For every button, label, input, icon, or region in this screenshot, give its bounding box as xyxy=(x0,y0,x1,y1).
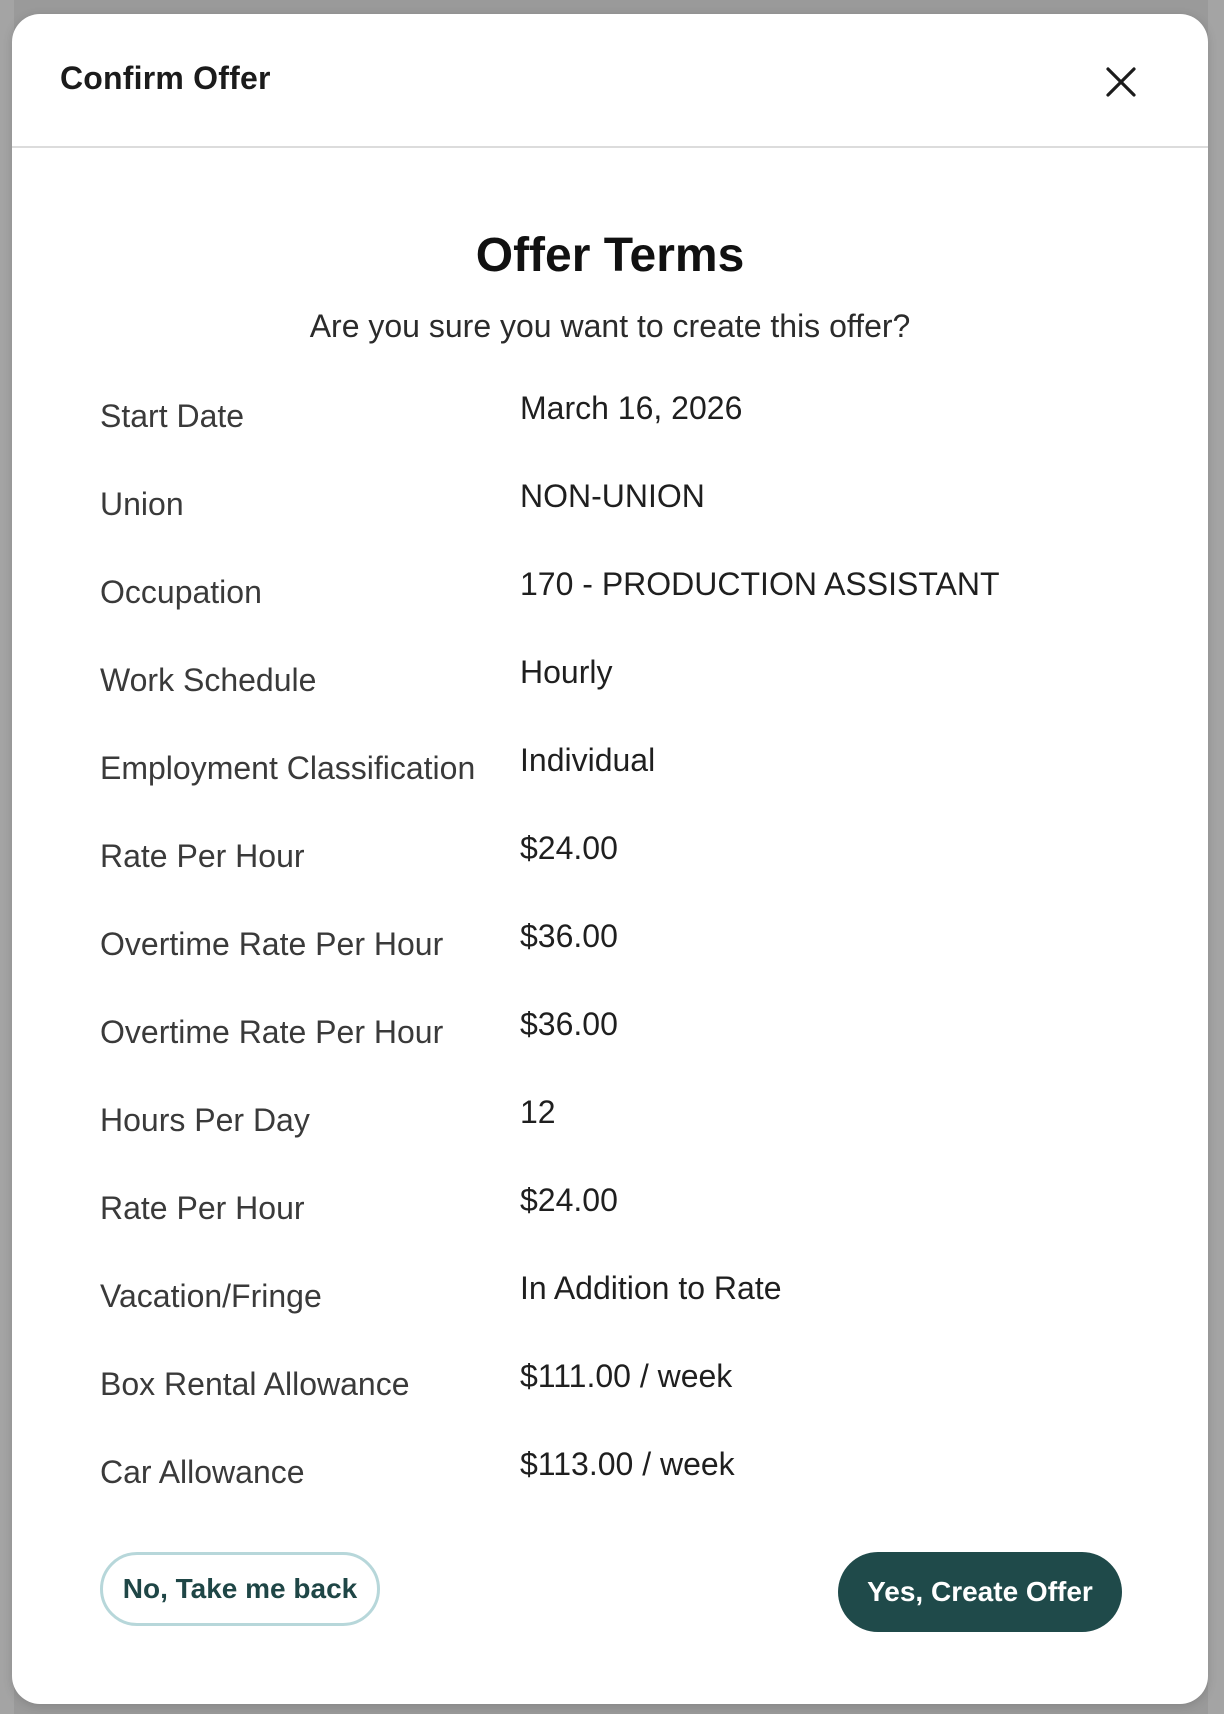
term-row-overtime-rate-2 xyxy=(100,1006,1120,1094)
term-value: In Addition to Rate xyxy=(520,1270,782,1306)
term-row-employment-classification xyxy=(100,742,1120,830)
term-row-box-rental-allowance xyxy=(100,1358,1120,1446)
term-value: Hourly xyxy=(520,654,613,690)
close-icon xyxy=(1098,59,1144,105)
term-label: Rate Per Hour xyxy=(100,838,305,874)
term-value: $24.00 xyxy=(520,1182,618,1218)
offer-terms-title: Offer Terms xyxy=(475,229,745,282)
term-label: Hours Per Day xyxy=(100,1102,310,1138)
term-value: Individual xyxy=(520,742,656,778)
term-row-start-date xyxy=(100,390,1120,478)
term-label: Overtime Rate Per Hour xyxy=(100,926,444,962)
term-label: Occupation xyxy=(100,574,262,610)
term-label: Start Date xyxy=(100,398,245,434)
term-label: Employment Classification xyxy=(100,750,476,786)
term-row-rate-per-hour-2 xyxy=(100,1182,1120,1270)
term-value: $111.00 / week xyxy=(520,1358,733,1394)
term-label: Rate Per Hour xyxy=(100,1190,305,1226)
modal-title: Confirm Offer xyxy=(60,60,271,96)
background-right-edge xyxy=(1208,0,1224,1714)
term-value: $36.00 xyxy=(520,1006,618,1042)
term-row-work-schedule xyxy=(100,654,1120,742)
create-offer-button[interactable]: Yes, Create Offer xyxy=(838,1552,1122,1632)
term-label: Work Schedule xyxy=(100,662,317,698)
term-value: $113.00 / week xyxy=(520,1446,735,1482)
term-row-hours-per-day xyxy=(100,1094,1120,1182)
term-value: $24.00 xyxy=(520,830,618,866)
offer-terms-list xyxy=(100,390,1120,1534)
close-button[interactable] xyxy=(1098,59,1144,105)
take-me-back-button[interactable]: No, Take me back xyxy=(100,1552,380,1626)
term-row-car-allowance xyxy=(100,1446,1120,1534)
term-value: March 16, 2026 xyxy=(520,390,743,426)
term-value: 12 xyxy=(520,1094,556,1130)
term-value: NON-UNION xyxy=(520,478,705,514)
modal-header xyxy=(12,14,1208,148)
term-label: Vacation/Fringe xyxy=(100,1278,322,1314)
term-label: Car Allowance xyxy=(100,1454,305,1490)
term-value: $36.00 xyxy=(520,918,618,954)
term-row-vacation-fringe xyxy=(100,1270,1120,1358)
confirm-offer-modal xyxy=(12,14,1208,1704)
term-label: Box Rental Allowance xyxy=(100,1366,410,1402)
term-label: Union xyxy=(100,486,184,522)
term-value: 170 - PRODUCTION ASSISTANT xyxy=(520,566,1000,602)
term-row-occupation xyxy=(100,566,1120,654)
term-row-overtime-rate xyxy=(100,918,1120,1006)
term-row-union xyxy=(100,478,1120,566)
confirm-question: Are you sure you want to create this offer? xyxy=(309,308,911,344)
term-label: Overtime Rate Per Hour xyxy=(100,1014,444,1050)
term-row-rate-per-hour xyxy=(100,830,1120,918)
